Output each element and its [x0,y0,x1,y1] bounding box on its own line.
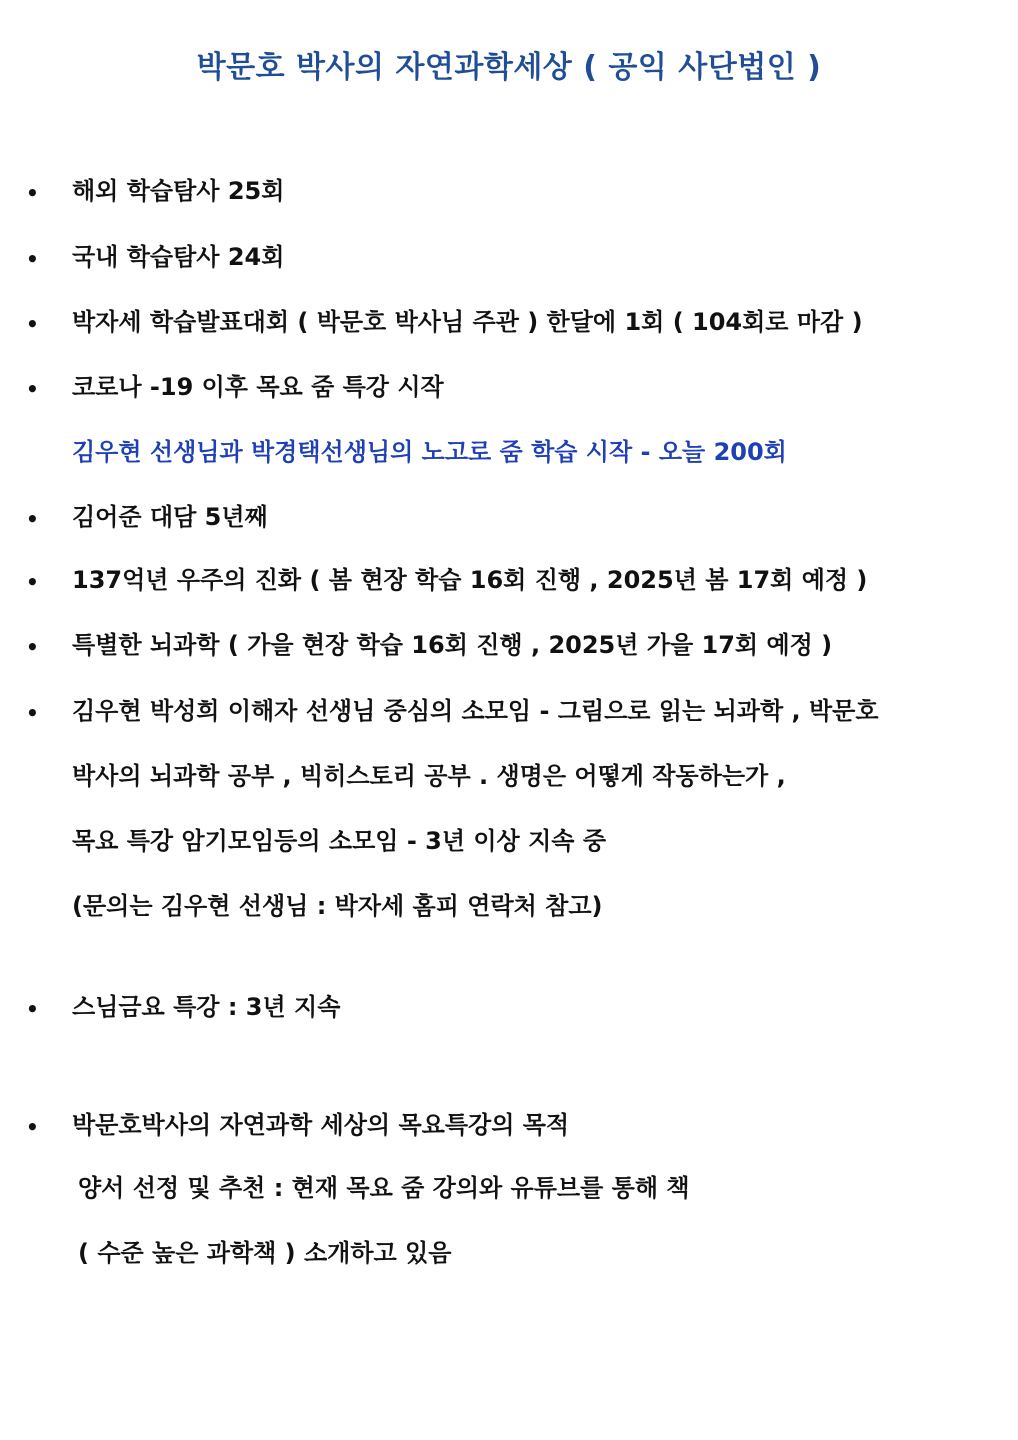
list-item: 스님금요 특강 : 3년 지속 [72,993,341,1021]
bullet-icon: • [26,312,39,336]
list-item: 해외 학습탐사 25회 [72,177,285,205]
list-item-continuation: 박사의 뇌과학 공부 , 빅히스토리 공부 . 생명은 어떻게 작동하는가 , [72,762,786,790]
bullet-icon: • [26,997,39,1021]
list-item-continuation: 목요 특강 암기모임등의 소모임 - 3년 이상 지속 중 [72,827,606,855]
bullet-icon: • [26,570,39,594]
page-title: 박문호 박사의 자연과학세상 ( 공익 사단법인 ) [196,50,822,85]
bullet-icon: • [26,181,39,205]
list-item-continuation: (문의는 김우현 선생님 : 박자세 홈피 연락처 참고) [72,892,603,920]
list-item-highlight: 김우현 선생님과 박경택선생님의 노고로 줌 학습 시작 - 오늘 200회 [72,438,787,466]
list-item: 코로나 -19 이후 목요 줌 특강 시작 [72,373,444,401]
list-item: 137억년 우주의 진화 ( 봄 현장 학습 16회 진행 , 2025년 봄 17회 예정 ) [72,566,868,594]
list-item-continuation: ( 수준 높은 과학책 ) 소개하고 있음 [78,1239,452,1267]
list-item: 박문호박사의 자연과학 세상의 목요특강의 목적 [72,1111,570,1139]
bullet-icon: • [26,1115,39,1139]
list-item: 김우현 박성희 이해자 선생님 중심의 소모임 - 그림으로 읽는 뇌과학 , 박문호 [72,697,879,725]
bullet-icon: • [26,377,39,401]
list-item: 박자세 학습발표대회 ( 박문호 박사님 주관 ) 한달에 1회 ( 104회로 마감 ) [72,308,863,336]
bullet-icon: • [26,701,39,725]
bullet-icon: • [26,247,39,271]
bullet-icon: • [26,635,39,659]
list-item: 특별한 뇌과학 ( 가을 현장 학습 16회 진행 , 2025년 가을 17회 예정 ) [72,631,833,659]
list-item-continuation: 양서 선정 및 추천 : 현재 목요 줌 강의와 유튜브를 통해 책 [78,1174,690,1202]
list-item: 김어준 대담 5년째 [72,503,268,531]
bullet-icon: • [26,507,39,531]
list-item: 국내 학습탐사 24회 [72,243,285,271]
